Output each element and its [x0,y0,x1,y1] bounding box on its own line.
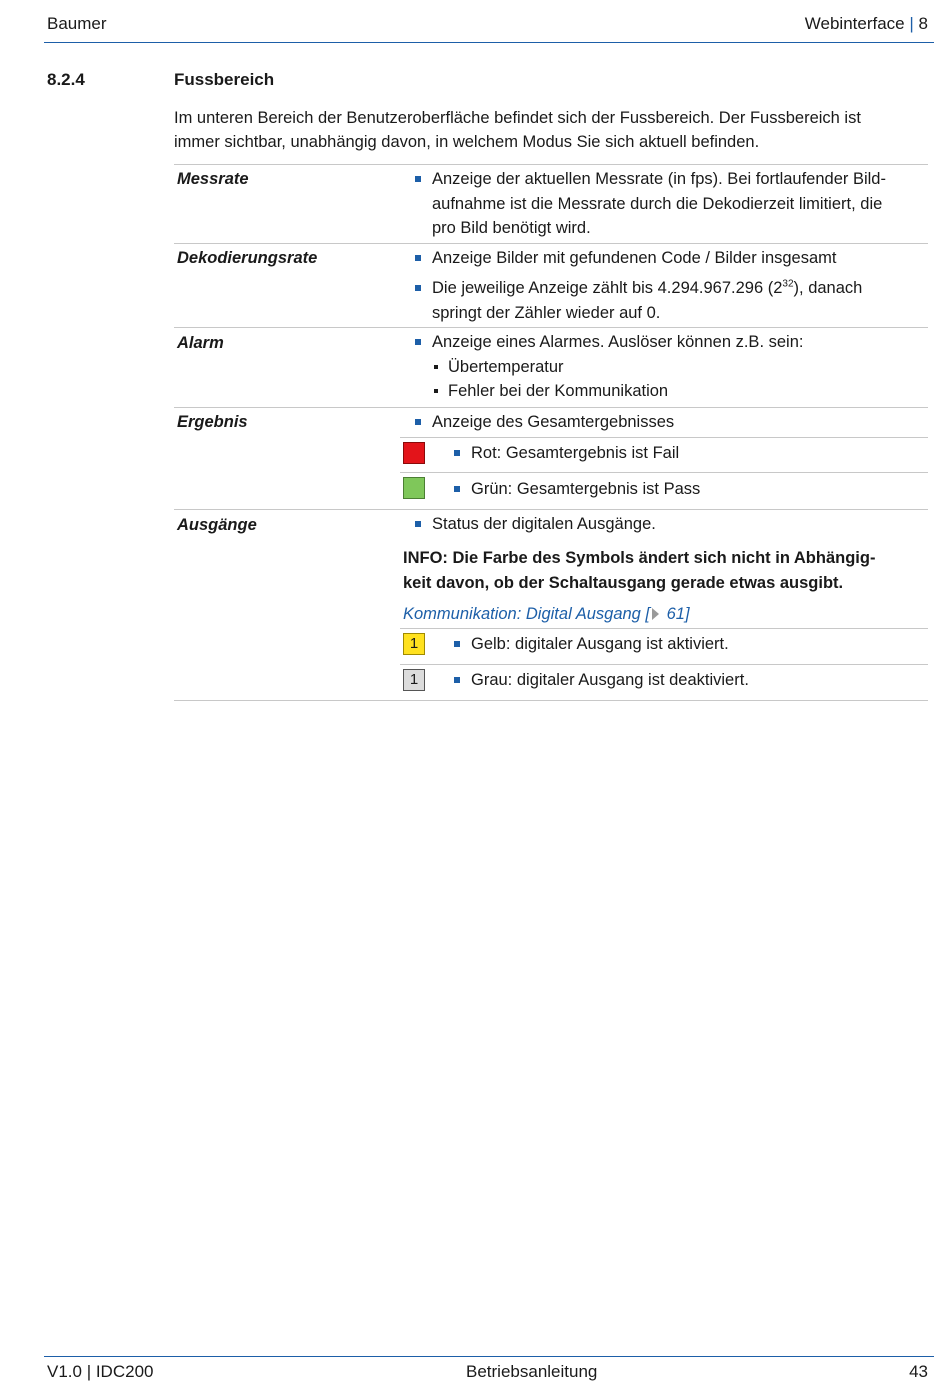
info-line-2: keit davon, ob der Schaltausgang gerade etwas ausgibt. [403,573,844,592]
alarm-sub-2: Fehler bei der Kommunikation [448,379,668,403]
alarm-bullet-1: Anzeige eines Alarmes. Auslöser können z.B. sein: [432,330,927,355]
info-line-1: INFO: Die Farbe des Symbols ändert sich nicht in Abhängig- [403,549,876,567]
messrate-line-1: Anzeige der aktuellen Messrate (in fps). Bei fortlaufender Bild- [432,170,886,188]
table-subrule-ergebnis-1 [400,437,928,438]
term-ergebnis: Ergebnis [177,413,248,431]
footer-rule [44,1356,934,1357]
gray-output-icon: 1 [403,669,425,691]
intro-line-1: Im unteren Bereich der Benutzeroberfläche befindet sich der Fussbereich. Der Fussbereich ist [174,109,861,127]
dekodierungsrate-bullet-2-line-1 [432,276,927,301]
alarm-sub-1: Übertemperatur [448,355,564,379]
footer-version: V1.0 | IDC200 [47,1362,154,1381]
section-number: 8.2.4 [47,70,85,89]
messrate-description [432,167,927,241]
dekodierungsrate-bullet-2 [432,276,927,325]
cross-reference-link[interactable] [403,602,690,626]
dekodierungsrate-bullet-1: Anzeige Bilder mit gefundenen Code / Bilder insgesamt [432,246,927,271]
table-rule-4 [174,509,928,510]
counter-text: Die jeweilige Anzeige zählt bis 4.294.967.296 (2 [432,279,783,297]
ergebnis-bullet-1: Anzeige des Gesamtergebnisses [432,410,927,435]
table-rule-bottom [174,700,928,701]
table-subrule-ausgaenge-1 [400,628,928,629]
green-result-icon [403,477,425,499]
header-brand: Baumer [47,14,107,33]
header-chapter-title: Webinterface [804,14,905,33]
table-rule-top [174,164,928,165]
header-separator: | [909,14,914,33]
term-dekodierungsrate: Dekodierungsrate [177,249,318,267]
section-intro [174,106,924,154]
ausgaenge-bullet-1: Status der digitalen Ausgänge. [432,512,927,537]
footer-doc-type: Betriebsanleitung [466,1362,598,1381]
ausgaenge-yellow-text: Gelb: digitaler Ausgang ist aktiviert. [471,632,729,656]
header-chapter-number: 8 [918,14,928,33]
header-chapter [805,14,928,34]
messrate-line-3: pro Bild benötigt wird. [432,219,591,237]
dekodierungsrate-bullet-2-line-2: springt der Zähler wieder auf 0. [432,303,661,322]
table-rule-3 [174,407,928,408]
messrate-line-2: aufnahme ist die Messrate durch die Dekodierzeit limitiert, die [432,194,883,213]
table-rule-2 [174,327,928,328]
counter-exponent: 32 [782,278,794,290]
xref-page: 61] [662,605,690,623]
ergebnis-red-text: Rot: Gesamtergebnis ist Fail [471,441,679,465]
term-ausgaenge: Ausgänge [177,516,257,534]
red-result-icon [403,442,425,464]
yellow-output-icon: 1 [403,633,425,655]
xref-text: Kommunikation: Digital Ausgang [ [403,605,651,623]
table-subrule-ergebnis-2 [400,472,928,473]
footer-page-number: 43 [909,1362,928,1381]
counter-text-end: ), danach [793,279,863,297]
table-subrule-ausgaenge-2 [400,664,928,665]
header-rule [44,42,934,43]
term-messrate: Messrate [177,170,249,188]
info-note [403,546,928,595]
section-title: Fussbereich [174,70,275,89]
intro-line-2: immer sichtbar, unabhängig davon, in welchem Modus Sie sich aktuell befinden. [174,133,760,151]
table-rule-1 [174,243,928,244]
ausgaenge-gray-text: Grau: digitaler Ausgang ist deaktiviert. [471,668,749,692]
page-arrow-icon [652,608,659,620]
ergebnis-green-text: Grün: Gesamtergebnis ist Pass [471,477,700,501]
term-alarm: Alarm [177,334,224,352]
